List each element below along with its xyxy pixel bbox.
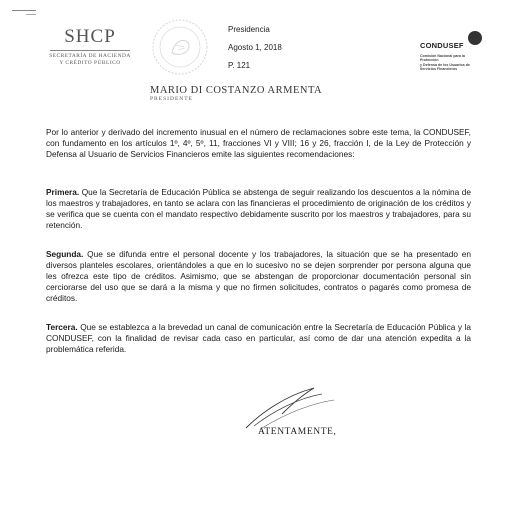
scan-mark [26,14,36,15]
condusef-emblem-icon [468,31,482,45]
recommendation-text: Que se establezca a la brevedad un canal de comunicación entre la Secretaría de Educación Pública y la CONDUSEF, con la finalidad de revisar cada caso en particular, así como de dar una atención expedita a la problemática referida. [46,322,471,354]
shcp-name-line2: Y CRÉDITO PÚBLICO [59,60,121,66]
shcp-divider [50,50,130,51]
condusef-logo [420,40,480,72]
signer-name: MARIO DI COSTANZO ARMENTA [150,85,323,96]
shcp-logo [48,27,132,67]
recommendation-third [46,322,471,355]
recommendation-text: Que la Secretaría de Educación Pública se abstenga de seguir realizando los descuentos a la nómina de los maestros y trabajadores, en tanto se aclara con las financieras el procedimiento de originación de los créditos y se verifica que se cuenta con el mandato respectivo debidamente suscrito por los maestros y trabajadores, para su retención. [46,187,471,230]
recommendation-text: Que se difunda entre el personal docente y los trabajadores, la situación que se ha presentado en diversos planteles escolares, orientándoles a que en lo sucesivo no se dejen sorprender por persona alguna que les ofrezca este tipo de créditos. Asimismo, que se abstengan de proporcionar documentación personal sin cerciorarse del uso que se dará a la misma y que no firmen solicitudes, contratos o pagarés como promesa de créditos. [46,249,471,303]
signer-block [150,85,322,102]
condusef-full-name-line2: y Defensa de los Usuarios de [420,62,470,67]
condusef-full-name-line3: Servicios Financieros [420,67,458,72]
letterhead-info [228,21,282,75]
intro-paragraph: Por lo anterior y derivado del incremento inusual en el número de reclamaciones sobre este tema, la CONDUSEF, con fundamento en los artículos 1º, 4º, 5º, 11, fracciones VI y VIII; 16 y 26, fracción I, de la Ley de Protección y Defensa al Usuario de Servicios Financieros emite las siguientes recomendaciones: [46,127,471,159]
national-seal-icon [150,17,210,77]
closing-salutation: ATENTAMENTE, [258,427,337,437]
recommendation-label: Tercera. [46,322,78,332]
recommendation-second [46,249,471,304]
recommendation-label: Segunda. [46,249,84,259]
condusef-full-name-line1: Comisión Nacional para la Protección [420,54,465,63]
condusef-full-name [420,54,482,72]
recommendation-first [46,187,471,231]
page-number: P. 121 [228,61,251,70]
condusef-name: CONDUSEF [420,41,464,50]
signer-title: PRESIDENTE [150,96,193,102]
recommendation-label: Primera. [46,187,80,197]
shcp-abbreviation: SHCP [64,26,116,47]
presidency-label: Presidencia [228,25,270,34]
scan-mark [12,10,36,11]
document-date: Agosto 1, 2018 [228,43,282,52]
shcp-name-line1: SECRETARÍA DE HACIENDA [49,53,131,59]
